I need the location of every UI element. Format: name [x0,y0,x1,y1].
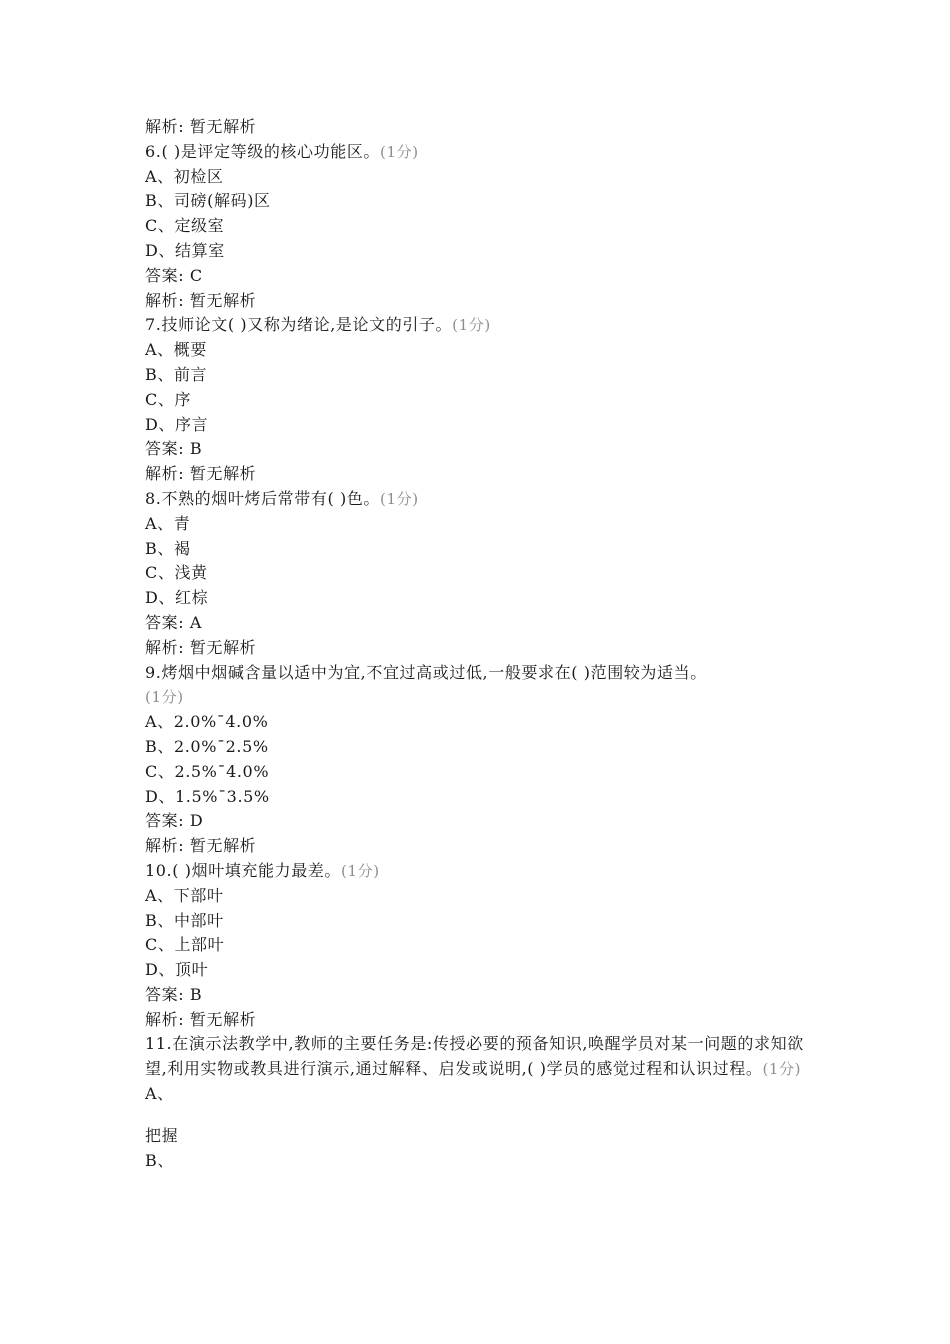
option-c: C、浅黄 [145,563,208,583]
question-score: (1分) [762,1060,802,1079]
answer-line: 答案: B [145,439,203,459]
question-text: 11.在演示法教学中,教师的主要任务是:传授必要的预备知识,唤醒学员对某一问题的求知欲望,利用实物或教具进行演示,通过解释、启发或说明,( )学员的感觉过程和认识过程。 [145,1034,804,1079]
question-score: (1分) [380,489,419,508]
option-c: C、上部叶 [145,935,225,955]
question-block [145,859,810,1033]
option-b: B、2.0%¯2.5% [145,736,269,756]
question-block [145,140,810,314]
option-b: B、褐 [145,538,191,558]
question-text: 6.( )是评定等级的核心功能区。 [145,141,381,161]
option-a-label: A、 [145,1084,174,1104]
question-stem [145,313,810,338]
analysis-line: 解析: 暂无解析 [145,637,257,657]
option-b: B、中部叶 [145,910,224,930]
question-stem: 9.烤烟中烟碱含量以适中为宜,不宜过高或过低,一般要求在( )范围较为适当。 [145,662,707,682]
answer-line: 答案: D [145,811,204,831]
question-score-line [145,685,810,710]
answer-line: 答案: C [145,265,203,285]
option-c: C、2.5%¯4.0% [145,761,270,781]
question-block [145,1032,810,1173]
question-score: (1分) [380,142,419,161]
question-document [145,115,810,1173]
option-a: A、下部叶 [145,885,224,905]
question-stem [145,140,810,165]
option-d: D、序言 [145,414,209,434]
option-a: A、初检区 [145,166,224,186]
option-d: D、结算室 [145,240,225,260]
option-b: B、司磅(解码)区 [145,191,271,211]
analysis-line: 解析: 暂无解析 [145,464,257,484]
option-c: C、序 [145,389,192,409]
question-block [145,661,810,859]
question-text: 10.( )烟叶填充能力最差。 [145,860,342,880]
analysis-line: 解析: 暂无解析 [145,117,257,136]
question-stem [145,859,810,884]
option-d: D、顶叶 [145,960,209,980]
option-b-label: B、 [145,1150,174,1170]
option-a: A、2.0%¯4.0% [145,712,269,732]
analysis-line: 解析: 暂无解析 [145,836,257,856]
option-d: D、红棕 [145,588,209,608]
option-b: B、前言 [145,364,208,384]
question-block [145,487,810,661]
question-stem [145,487,810,512]
analysis-line: 解析: 暂无解析 [145,290,257,310]
question-text: 8.不熟的烟叶烤后常带有( )色。 [145,488,381,508]
option-c: C、定级室 [145,216,225,236]
question-score: (1分) [341,861,380,880]
analysis-line: 解析: 暂无解析 [145,1009,257,1029]
option-a-text: 把握 [145,1125,179,1145]
question-text: 7.技师论文( )又称为绪论,是论文的引子。 [145,315,453,335]
question-score: (1分) [145,688,184,707]
answer-line: 答案: B [145,984,203,1004]
question-block [145,313,810,487]
option-a: A、概要 [145,340,207,360]
option-a: A、青 [145,513,191,533]
question-score: (1分) [452,316,491,335]
option-d: D、1.5%¯3.5% [145,786,270,806]
answer-line: 答案: A [145,612,203,632]
question-stem [145,1032,810,1082]
spacer [145,1107,810,1124]
